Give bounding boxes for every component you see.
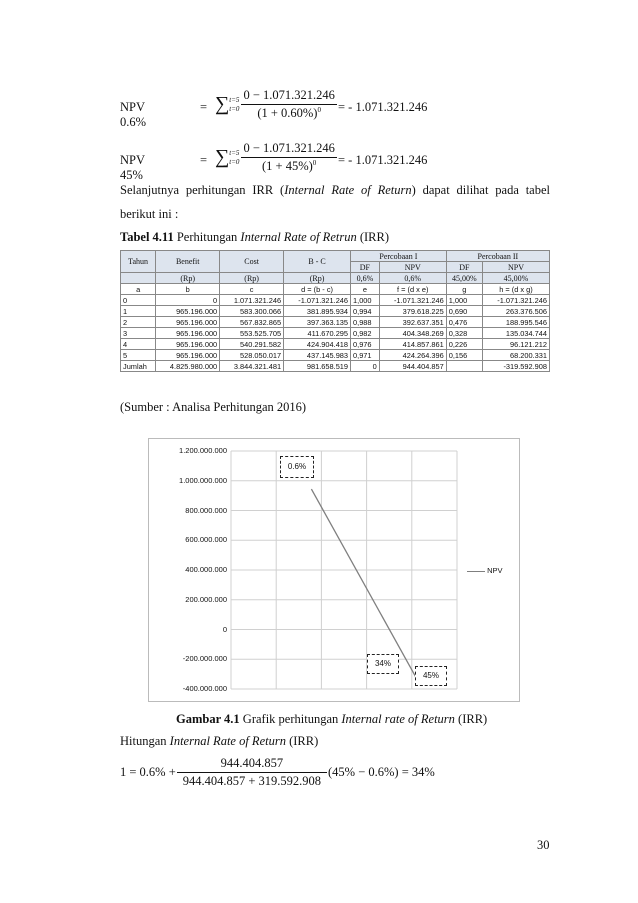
annotation-45: 45% (415, 666, 447, 686)
npv-result: = - 1.071.321.246 (338, 100, 428, 114)
y-tick-label: 200.000.000 (185, 594, 227, 604)
y-tick-label: 0 (222, 624, 227, 634)
numerator: 0 − 1.071.321.246 (241, 141, 336, 158)
irr-chart (148, 438, 520, 702)
irr-table: Tahun Benefit Cost B - C Percobaan I Percobaan II DF NPV DF NPV (Rp) (Rp) (Rp) 0,6% 0,6% 45,00% 45,00% a b c d = (b - c) e f = (d x e) g h = (d x g) 0 0 1.071.321.246 -1.071.321.246 1,000 -1.071.321.246 1,000 -1.071.321.246 1 965.196.000 583.300.066 381.895.934 0,994 379.618.225 0,690 263.376.506 2 965.196.000 567.832.865 397.363.135 0,988 392.637.351 0,476 188.995.546 3 965.196.000 553.525.705 411.670.295 0,982 404.348.269 0,328 135.034.744 4 965.196.000 540.291.582 424.904.418 0,976 414.857.861 0,226 96.121.212 5 965.196.000 528.050.017 437.145.983 0,971 424.264.396 0,156 68.200.331 Jumlah 4.825.980.000 3.844.321.481 981.658.519 0 944.404.857 -319.592.908 (120, 250, 550, 372)
legend (467, 566, 503, 575)
annotation-0-6: 0.6% (280, 456, 314, 478)
npv-result: = - 1.071.321.246 (338, 153, 428, 167)
y-tick-label: 400.000.000 (185, 565, 227, 574)
col-percobaan-2: Percobaan II (446, 251, 549, 262)
npv-label: NPV 45% (120, 153, 145, 182)
denominator: (1 + 0.60%) (257, 106, 318, 121)
table-row: 1 965.196.000 583.300.066 381.895.934 0,994 379.618.225 0,690 263.376.506 (121, 306, 550, 317)
equals-sign: = (200, 100, 208, 114)
y-tick-label: 600.000.000 (185, 535, 227, 545)
sigma-symbol: ∑ (215, 146, 230, 169)
y-tick-label: 800.000.000 (185, 505, 227, 515)
table-row: 4 965.196.000 540.291.582 424.904.418 0,976 414.857.861 0,226 96.121.212 (121, 339, 550, 350)
annotation-34: 34% (367, 654, 399, 674)
y-tick-label: -200.000.000 (182, 654, 227, 664)
col-bc: B - C (284, 251, 351, 273)
y-tick-label: 1.200.000.000 (179, 446, 227, 455)
legend-label: NPV (487, 566, 503, 575)
table-row: 2 965.196.000 567.832.865 397.363.135 0,988 392.637.351 0,476 188.995.546 (121, 317, 550, 328)
irr-heading: Hitungan Internal Rate of Return (IRR) (120, 734, 319, 748)
table-letter-row: a b c d = (b - c) e f = (d x e) g h = (d x g) (121, 284, 550, 295)
col-tahun: Tahun (121, 251, 156, 273)
table-caption: Tabel 4.11 Perhitungan Internal Rate of Retrun (IRR) (120, 230, 389, 244)
page-number: 30 (537, 838, 550, 852)
table-total-row: Jumlah 4.825.980.000 3.844.321.481 981.658.519 0 944.404.857 -319.592.908 (121, 361, 550, 372)
figure-caption: Gambar 4.1 Grafik perhitungan Internal rate of Return (IRR) (176, 712, 488, 726)
numerator: 0 − 1.071.321.246 (241, 88, 336, 105)
npv-label: NPV 0.6% (120, 100, 147, 129)
legend-swatch (467, 571, 485, 572)
denominator: (1 + 45%) (262, 159, 313, 174)
table-row: 0 0 1.071.321.246 -1.071.321.246 1,000 -1.071.321.246 1,000 -1.071.321.246 (121, 295, 550, 306)
equals-sign: = (200, 153, 208, 167)
sigma-symbol: ∑ (215, 93, 230, 116)
chart-plot (149, 439, 519, 701)
npv-line (311, 489, 415, 677)
paragraph-line-1: Selanjutnya perhitungan IRR (Internal Rate of Return) dapat dilihat pada tabel (120, 183, 550, 197)
paragraph-line-2: berikut ini : (120, 207, 179, 221)
y-tick-label: -400.000.000 (182, 684, 227, 693)
col-cost: Cost (220, 251, 284, 273)
y-tick-label: 1.000.000.000 (179, 475, 227, 485)
col-percobaan-1: Percobaan I (351, 251, 447, 262)
col-benefit: Benefit (156, 251, 220, 273)
table-row: 3 965.196.000 553.525.705 411.670.295 0,982 404.348.269 0,328 135.034.744 (121, 328, 550, 339)
table-row: 5 965.196.000 528.050.017 437.145.983 0,971 424.264.396 0,156 68.200.331 (121, 350, 550, 361)
table-source: (Sumber : Analisa Perhitungan 2016) (120, 400, 307, 414)
irr-formula: 1 = 0.6% + $\frac{944.404.857}{944.404.857 + 319.592.908}$ (45% − 0.6%) = 34% (120, 756, 435, 788)
